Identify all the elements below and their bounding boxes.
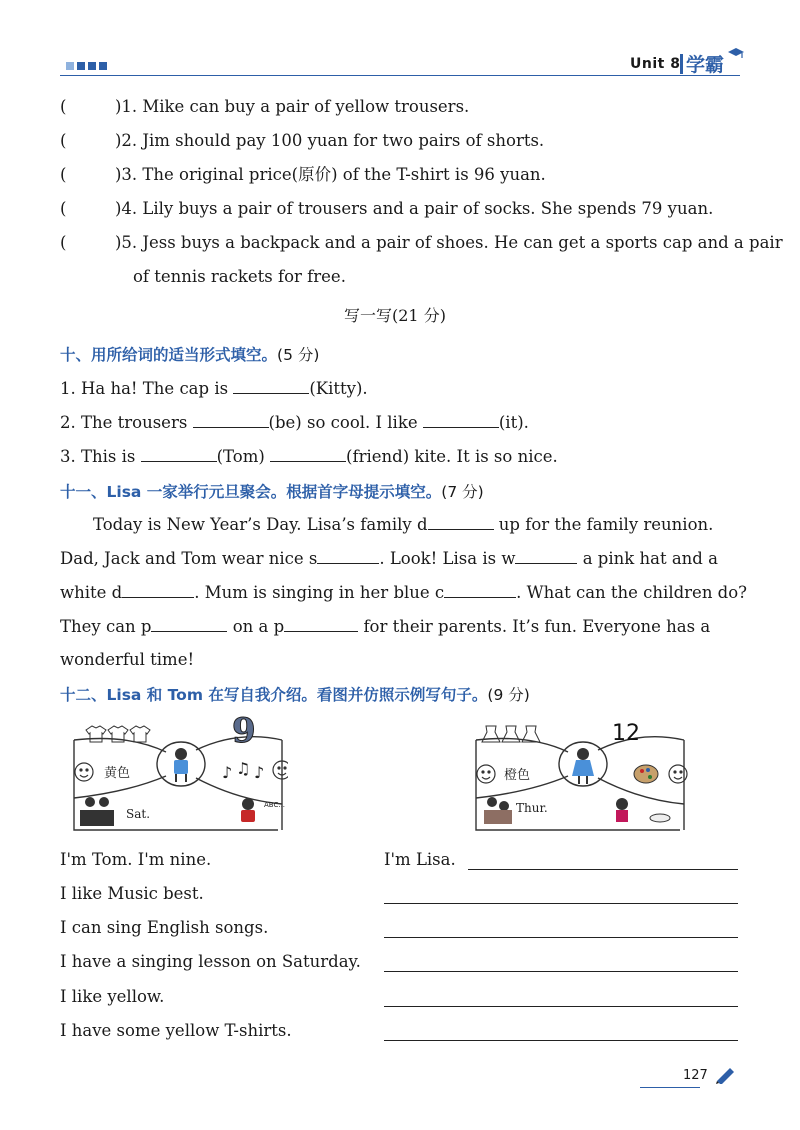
- page-number: 127: [683, 1068, 708, 1083]
- sec10-question-3: 3. This is (Tom) (friend) kite. It is so nice.: [60, 447, 558, 466]
- answer-line[interactable]: [384, 971, 738, 972]
- answer-paren-open[interactable]: (: [60, 233, 67, 252]
- lisa-mind-map: [470, 712, 690, 836]
- judge-item-continuation: of tennis rackets for free.: [133, 267, 346, 286]
- passage-line: They can p on a p for their parents. It’s fun. Everyone has a: [60, 617, 711, 636]
- answer-line[interactable]: [384, 1006, 738, 1007]
- fill-blank[interactable]: [423, 411, 499, 428]
- passage-line: white d . Mum is singing in her blue c . What can the children do?: [60, 583, 748, 602]
- example-sentence: I like yellow.: [60, 987, 165, 1006]
- singing-girl-icon: [241, 798, 255, 822]
- fill-blank[interactable]: [193, 411, 269, 428]
- lisa-age: 12: [612, 721, 640, 746]
- answer-line[interactable]: [384, 1040, 738, 1041]
- header-rule: [60, 75, 740, 76]
- answer-paren-open[interactable]: (: [60, 97, 67, 116]
- judge-item: ( )3. The original price(原价) of the T-shirt is 96 yuan.: [60, 165, 546, 184]
- abc-label: ABC...: [264, 801, 286, 809]
- kids-at-desk-icon: [80, 797, 114, 826]
- fill-blank[interactable]: [270, 445, 346, 462]
- fill-blank[interactable]: [515, 547, 577, 564]
- music-notes-icon: [222, 759, 264, 782]
- sec10-question-2: 2. The trousers (be) so cool. I like (it).: [60, 413, 529, 432]
- fill-blank[interactable]: [317, 547, 379, 564]
- svg-text:♪: ♪: [222, 763, 233, 782]
- write-section-title: 写一写(21 分): [344, 306, 446, 325]
- answer-line[interactable]: [384, 903, 738, 904]
- footer-rule: [640, 1087, 700, 1088]
- passage-line: wonderful time!: [60, 650, 195, 669]
- tom-color-label: 黄色: [104, 766, 131, 781]
- fill-blank[interactable]: [122, 581, 194, 598]
- header-decoration: [66, 62, 107, 70]
- judge-item: ( )5. Jess buys a backpack and a pair of shoes. He can get a sports cap and a pair: [60, 233, 783, 252]
- fill-blank[interactable]: [428, 513, 494, 530]
- fill-blank[interactable]: [284, 615, 358, 632]
- example-sentence: I have some yellow T-shirts.: [60, 1021, 292, 1040]
- answer-paren-open[interactable]: (: [60, 131, 67, 150]
- answer-paren-open[interactable]: (: [60, 199, 67, 218]
- judge-item: ( )4. Lily buys a pair of trousers and a pair of socks. She spends 79 yuan.: [60, 199, 714, 218]
- answer-line[interactable]: [468, 869, 738, 870]
- judge-item: ( )2. Jim should pay 100 yuan for two pairs of shorts.: [60, 131, 545, 150]
- tom-mind-map: [68, 712, 288, 836]
- brand-logo: 学霸: [686, 54, 725, 76]
- lisa-color-label: 橙色: [504, 768, 531, 783]
- sec10-question-1: 1. Ha ha! The cap is (Kitty).: [60, 379, 368, 398]
- fill-blank[interactable]: [233, 377, 309, 394]
- girl-figure-icon: [572, 748, 594, 784]
- fill-blank[interactable]: [141, 445, 217, 462]
- answer-paren-open[interactable]: (: [60, 165, 67, 184]
- fill-blank[interactable]: [151, 615, 227, 632]
- kids-playing-icon: [484, 797, 512, 824]
- tom-age: 9: [232, 712, 256, 751]
- fill-blank[interactable]: [444, 581, 516, 598]
- unit-label: Unit 8: [630, 56, 681, 72]
- example-sentence: I like Music best.: [60, 884, 204, 903]
- svg-text:♫: ♫: [236, 759, 251, 778]
- section-12-title: 十二、Lisa 和 Tom 在写自我介绍。看图并仿照示例写句子。(9 分): [60, 686, 530, 704]
- judge-item: ( )1. Mike can buy a pair of yellow trousers.: [60, 97, 470, 116]
- svg-text:♪: ♪: [254, 763, 265, 782]
- boy-figure-icon: [174, 748, 188, 782]
- graduation-cap-icon: [727, 46, 745, 60]
- answer-line[interactable]: [384, 937, 738, 938]
- pencil-icon: [714, 1066, 736, 1084]
- example-sentence: I'm Tom. I'm nine.: [60, 850, 212, 869]
- girl-with-shoes-icon: [616, 798, 670, 822]
- dress-icon: [482, 726, 540, 742]
- lisa-intro-start: I'm Lisa.: [384, 850, 456, 869]
- passage-line: Today is New Year’s Day. Lisa’s family d up for the family reunion.: [93, 515, 714, 534]
- example-sentence: I have a singing lesson on Saturday.: [60, 952, 361, 971]
- passage-line: Dad, Jack and Tom wear nice s . Look! Lisa is w a pink hat and a: [60, 549, 718, 568]
- section-11-title: 十一、Lisa 一家举行元旦聚会。根据首字母提示填空。(7 分): [60, 483, 484, 501]
- tom-day-label: Sat.: [126, 807, 151, 821]
- lisa-day-label: Thur.: [516, 801, 548, 815]
- art-palette-icon: [634, 765, 658, 783]
- header-divider: [680, 54, 683, 74]
- example-sentence: I can sing English songs.: [60, 918, 269, 937]
- section-10-title: 十、用所给词的适当形式填空。(5 分): [60, 346, 320, 364]
